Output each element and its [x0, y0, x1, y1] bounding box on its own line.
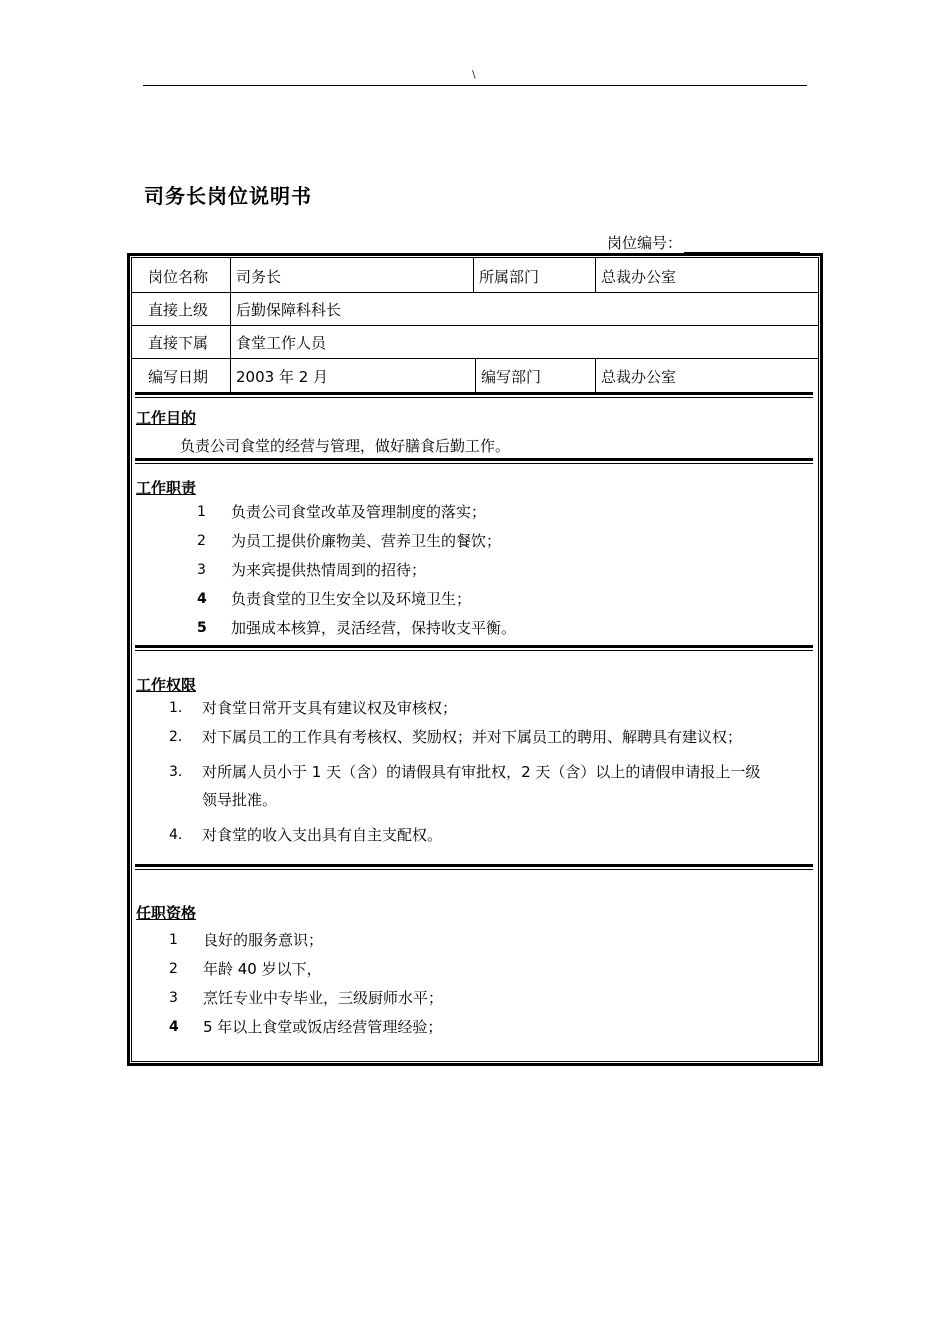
duties-heading: 工作职责	[136, 479, 197, 497]
duty-number: 1	[197, 504, 206, 520]
duty-text: 加强成本核算，灵活经营，保持收支平衡。	[231, 619, 517, 637]
qualification-number: 2	[169, 961, 178, 977]
authority-number: 2.	[169, 729, 183, 745]
duty-number: 2	[197, 533, 206, 549]
table-col-rule	[595, 358, 596, 392]
section-divider	[135, 463, 813, 464]
table-col-rule	[475, 358, 476, 392]
table-col-rule	[595, 257, 596, 292]
duty-text: 为员工提供价廉物美、营养卫生的餐饮；	[231, 532, 502, 550]
department-value: 总裁办公室	[601, 268, 677, 286]
date-value: 2003 年 2 月	[236, 368, 329, 386]
position-name-label: 岗位名称	[148, 268, 209, 286]
header-mark: \	[472, 68, 476, 81]
qualification-text: 烹饪专业中专毕业，三级厨师水平；	[203, 989, 444, 1007]
table-col-rule	[473, 257, 474, 292]
qualification-text: 良好的服务意识；	[203, 931, 324, 949]
header-rule	[143, 85, 807, 86]
qualification-text: 年龄 40 岁以下，	[203, 960, 322, 978]
position-number-label: 岗位编号：	[607, 234, 683, 252]
qualification-number: 1	[169, 932, 178, 948]
department-label: 所属部门	[479, 268, 540, 286]
subordinate-value: 食堂工作人员	[236, 334, 327, 352]
purpose-heading: 工作目的	[136, 409, 197, 427]
duty-text: 负责公司食堂改革及管理制度的落实；	[231, 503, 487, 521]
authority-number: 1.	[169, 700, 183, 716]
author-department-label: 编写部门	[481, 368, 542, 386]
position-name-value: 司务长	[236, 268, 282, 286]
section-divider	[135, 458, 813, 461]
authority-text: 对所属人员小于 1 天（含）的请假具有审批权，2 天（含）以上的请假申请报上一级	[202, 763, 761, 781]
position-number	[607, 232, 800, 253]
date-label: 编写日期	[148, 368, 209, 386]
position-number-blank	[684, 237, 800, 253]
authority-text: 对食堂日常开支具有建议权及审核权；	[202, 699, 458, 717]
table-col-rule	[230, 257, 231, 392]
section-divider	[135, 650, 813, 651]
authority-text: 对下属员工的工作具有考核权、奖励权；并对下属员工的聘用、解聘具有建议权；	[202, 728, 743, 746]
section-divider	[135, 869, 813, 870]
qualifications-heading: 任职资格	[136, 904, 197, 922]
qualification-number: 3	[169, 990, 178, 1006]
duty-number: 5	[197, 620, 207, 636]
document-title: 司务长岗位说明书	[144, 184, 312, 208]
authority-heading: 工作权限	[136, 676, 197, 694]
subordinate-label: 直接下属	[148, 334, 209, 352]
qualification-text: 5 年以上食堂或饭店经营管理经验；	[203, 1018, 443, 1036]
table-rule	[131, 292, 819, 293]
duty-text: 为来宾提供热情周到的招待；	[231, 561, 427, 579]
table-rule	[131, 325, 819, 326]
authority-text: 对食堂的收入支出具有自主支配权。	[202, 826, 443, 844]
section-divider	[135, 864, 813, 867]
section-divider	[135, 397, 813, 398]
duty-number: 3	[197, 562, 206, 578]
purpose-text: 负责公司食堂的经营与管理，做好膳食后勤工作。	[180, 437, 511, 455]
qualification-number: 4	[169, 1019, 179, 1035]
superior-value: 后勤保障科科长	[236, 301, 342, 319]
authority-number: 4.	[169, 827, 183, 843]
section-divider	[135, 645, 813, 648]
section-divider	[135, 392, 813, 395]
authority-number: 3.	[169, 764, 183, 780]
authority-text-continued: 领导批准。	[202, 791, 278, 809]
duty-number: 4	[197, 591, 207, 607]
superior-label: 直接上级	[148, 301, 209, 319]
author-department-value: 总裁办公室	[601, 368, 677, 386]
duty-text: 负责食堂的卫生安全以及环境卫生；	[231, 590, 472, 608]
